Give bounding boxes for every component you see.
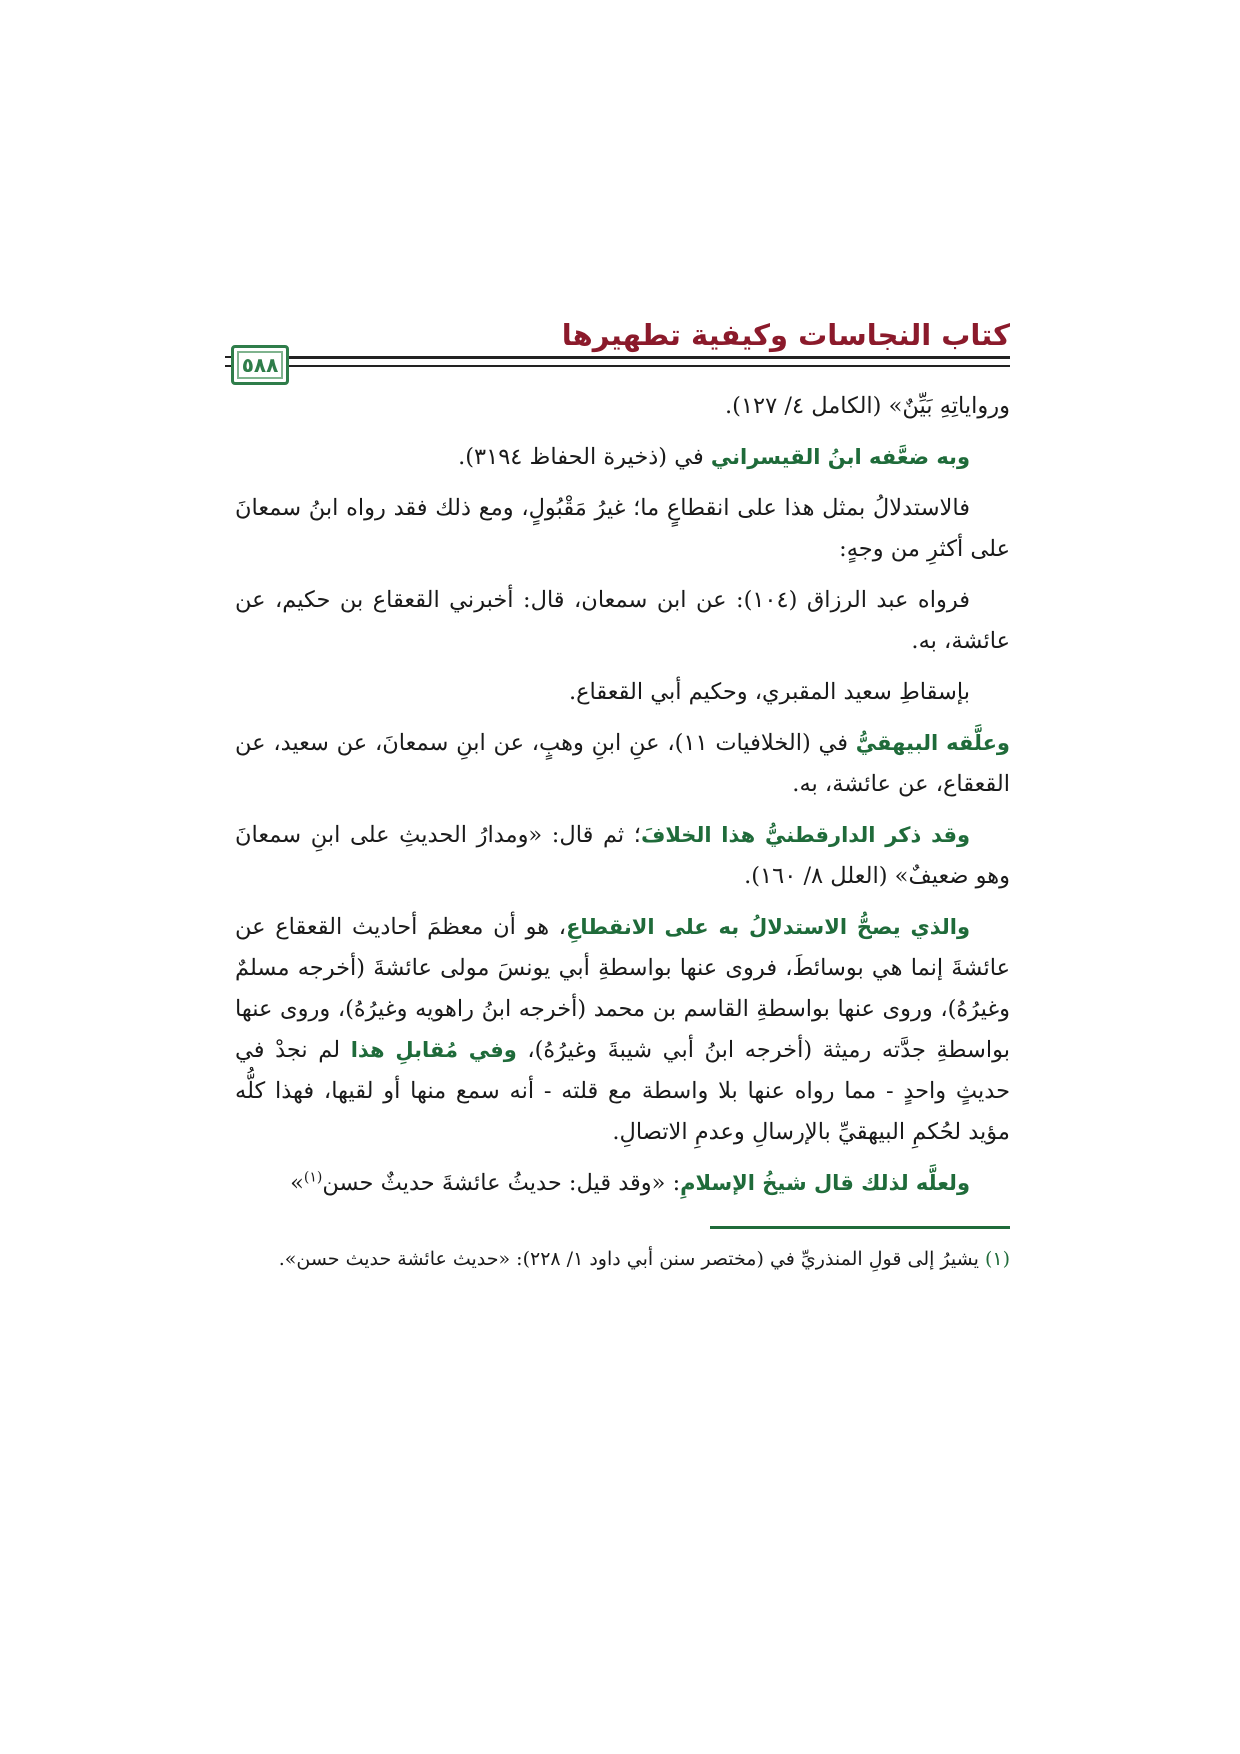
- book-page: [235, 318, 1010, 1277]
- text-segment: فرواه عبد الرزاق (١٠٤): عن ابن سمعان، قال: أخبرني القعقاع بن حكيم، عن عائشة، به.: [235, 587, 1010, 654]
- paragraph: [235, 1163, 1010, 1204]
- highlighted-text: ولعلَّه لذلك قال شيخُ الإسلامِ: [680, 1171, 970, 1195]
- footnote-number: (١): [984, 1248, 1010, 1270]
- footnote-text: يشيرُ إلى قولِ المنذريِّ في (مختصر سنن أبي داود ١/ ٢٢٨): «حديث عائشة حديث حسن».: [278, 1248, 985, 1270]
- text-segment: فالاستدلالُ بمثل هذا على انقطاعٍ ما؛ غيرُ مَقْبُولٍ، ومع ذلك فقد رواه ابنُ سمعانَ على أكثرِ من وجهٍ:: [235, 495, 1010, 562]
- text-segment: بإسقاطِ سعيد المقبري، وحكيم أبي القعقاع.: [568, 679, 970, 705]
- paragraph: [235, 580, 1010, 662]
- text-segment: في (الخلافيات ١١)، عنِ ابنِ وهبٍ، عن ابنِ سمعانَ، عن سعيد، عن القعقاع، عن عائشة، به.: [235, 730, 1010, 797]
- header-rule: [279, 356, 1010, 359]
- text-segment: ورواياتِهِ بَيِّنٌ» (الكامل ٤/ ١٢٧).: [725, 393, 1010, 419]
- book-title: كتاب النجاسات وكيفية تطهيرها: [561, 318, 1010, 352]
- paragraph: [235, 488, 1010, 570]
- paragraph: [235, 907, 1010, 1153]
- highlighted-text: وقد ذكر الدارقطنيُّ هذا الخلافَ: [640, 823, 970, 847]
- paragraph: [235, 815, 1010, 897]
- paragraph: [235, 386, 1010, 427]
- paragraph: [235, 672, 1010, 713]
- page-number: ٥٨٨: [241, 353, 279, 377]
- text-segment: لم نجدْ في حديثٍ واحدٍ - مما رواه عنها بلا واسطة مع قلته - أنه سمع منها أو لقيها، فهذا كلُّه مؤيد لحُكمِ البيهقيِّ بالإرسالِ وعدمِ الاتصالِ.: [235, 1037, 1010, 1145]
- highlighted-text: وعلَّقه البيهقيُّ: [855, 731, 1010, 755]
- footnote-ref[interactable]: (١): [303, 1169, 323, 1186]
- page-header: [235, 318, 1010, 386]
- paragraph: [235, 723, 1010, 805]
- highlighted-text: وبه ضعَّفه ابنُ القيسراني: [710, 445, 970, 469]
- footnote: [235, 1241, 1010, 1277]
- main-text: [235, 386, 1010, 1204]
- text-segment: ؛ ثم قال: «ومدارُ الحديثِ على ابنِ سمعانَ وهو ضعيفٌ» (العلل ٨/ ١٦٠).: [235, 822, 1010, 889]
- text-segment: : «وقد قيل: حديثُ عائشةَ حديثٌ حسن: [322, 1170, 681, 1196]
- text-segment: ، هو أن معظمَ أحاديث القعقاع عن عائشةَ إنما هي بوسائطَ، فروى عنها بواسطةِ أبي يونسَ مولى عائشةَ (أخرجه مسلمٌ وغيرُهُ)، وروى عنها بواسطةِ القاسم بن محمد (أخرجه ابنُ راهويه وغيرُهُ)، وروى عنها بواسطةِ جدَّته رميثة (أخرجه ابنُ أبي شيبةَ وغيرُهُ)،: [235, 914, 1010, 1063]
- highlighted-text: والذي يصحُّ الاستدلالُ به على الانقطاعِ: [566, 915, 970, 939]
- text-segment: في (ذخيرة الحفاظ ٣١٩٤).: [458, 444, 711, 470]
- page-number-badge: [231, 345, 289, 385]
- text-segment: »: [290, 1170, 304, 1196]
- header-rule-thin: [279, 365, 1010, 367]
- highlighted-text: وفي مُقابلِ هذا: [350, 1038, 517, 1062]
- footnote-divider: [710, 1226, 1010, 1229]
- paragraph: [235, 437, 1010, 478]
